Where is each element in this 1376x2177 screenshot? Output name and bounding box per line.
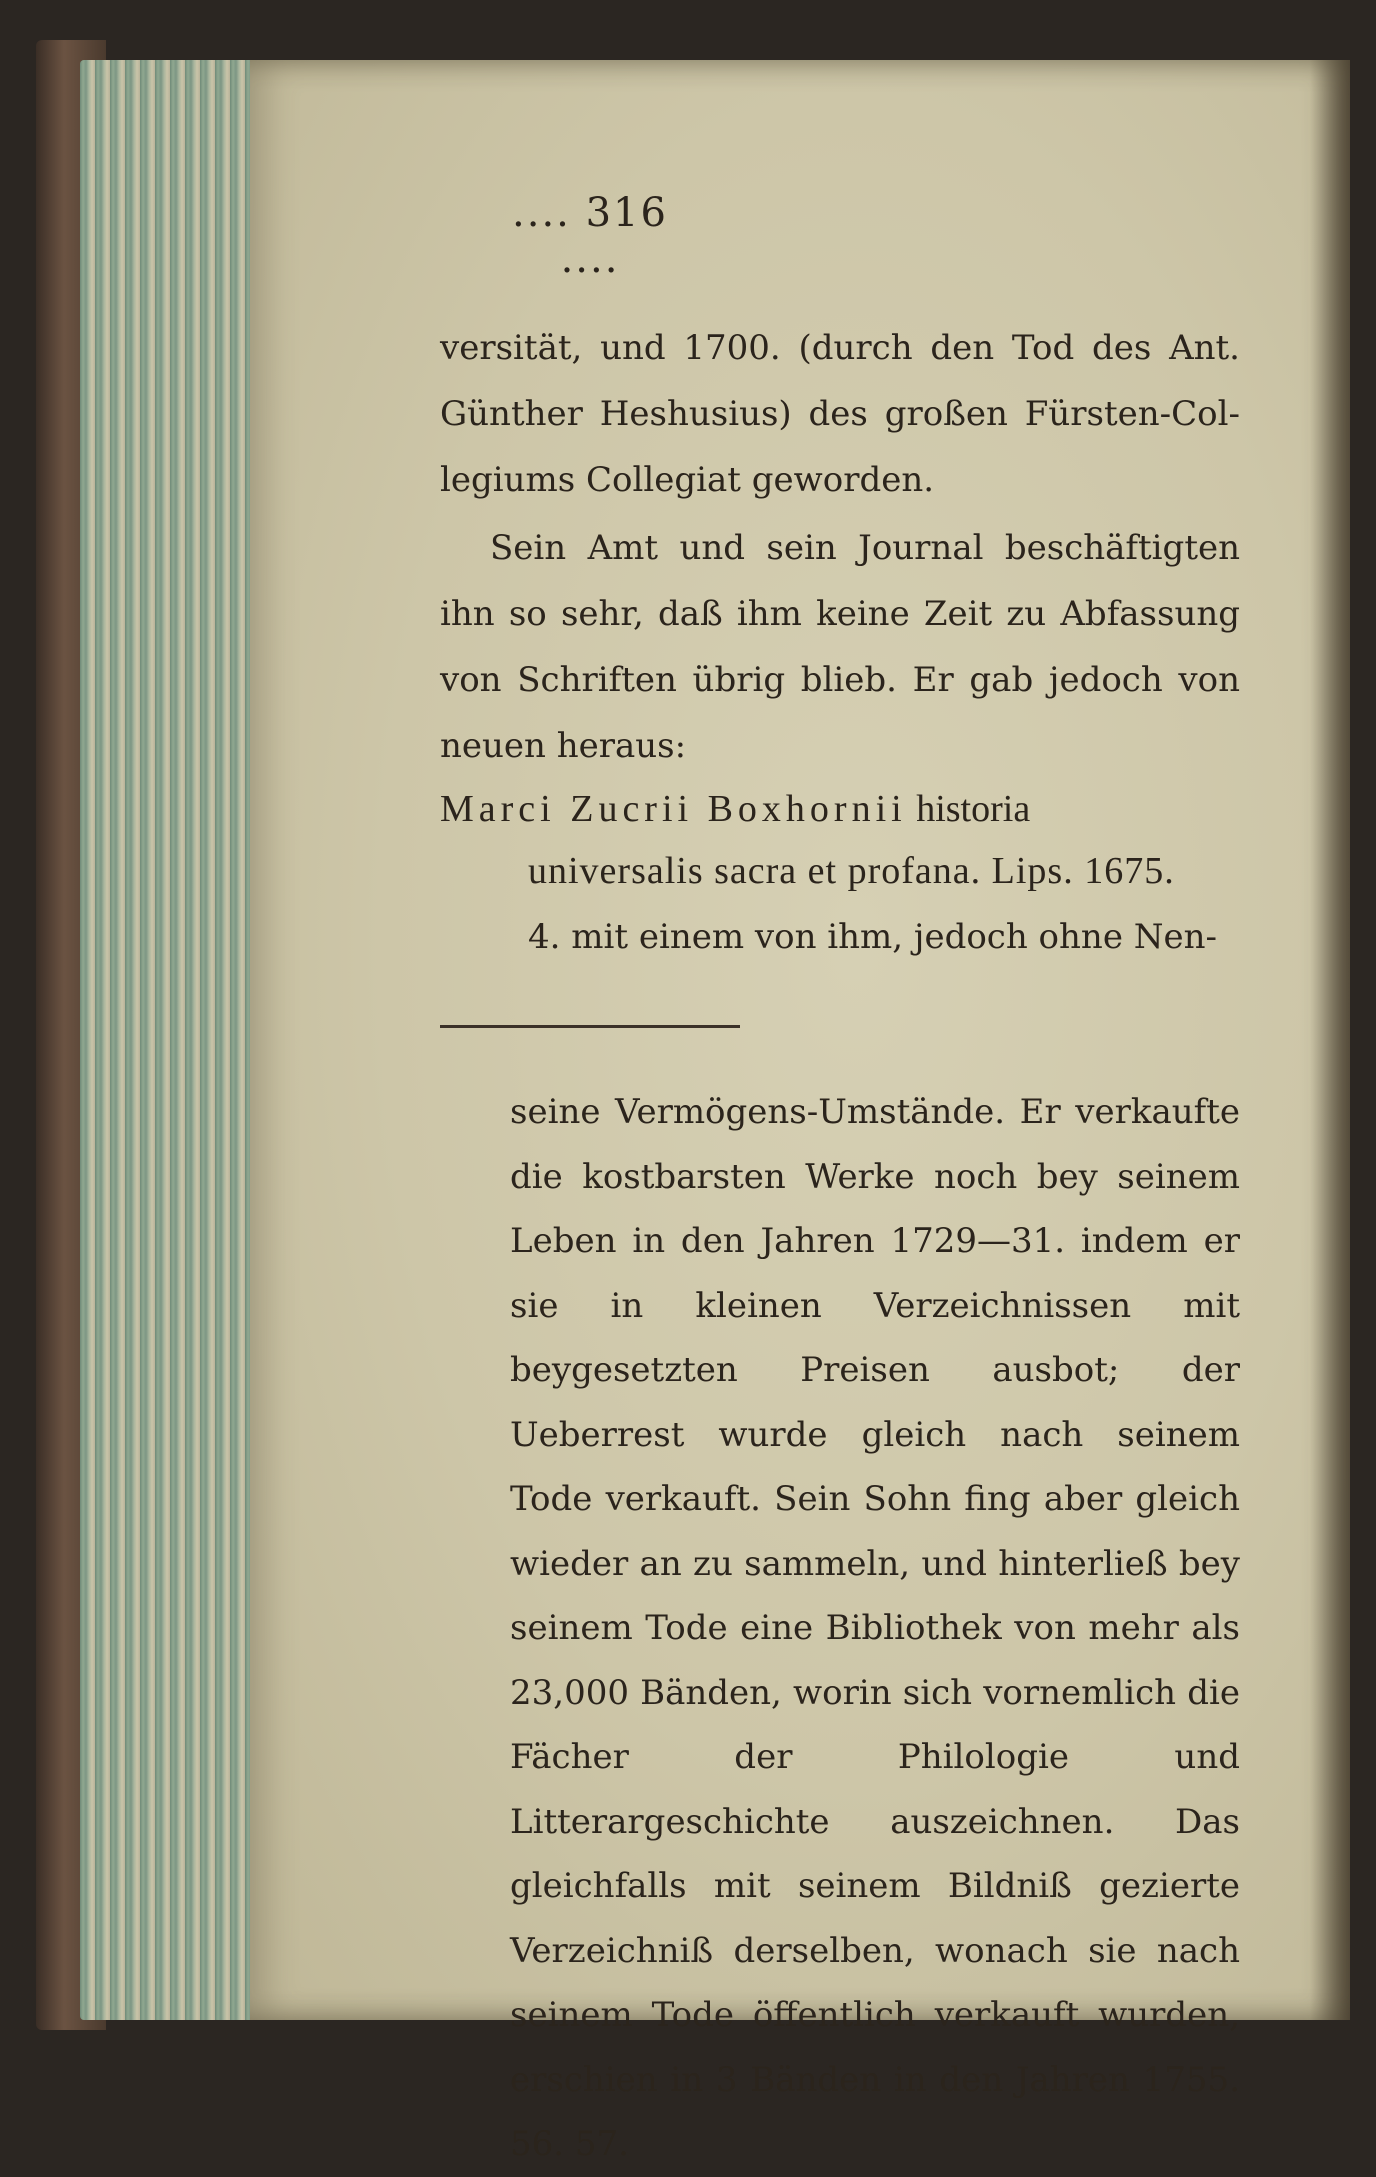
bibliography-continuation: 4. mit einem von ihm, jedoch ohne Nen- [528,917,1217,957]
paragraph-1: versität, und 1700. (durch den Tod des Ant. Günther Heshusius) des großen Fürsten-Col-legiums Collegiat geworden. [440,328,1240,500]
bibliography-entry [440,778,1240,902]
page-edges [80,60,270,2020]
page-gutter-shadow [1310,60,1350,2020]
bibliography-title-2: universalis sacra et profana. Lips. 1675. [528,850,1175,892]
paragraph-2: Sein Amt und sein Journal beschäftigten ihn so sehr, daß ihm keine Zeit zu Abfassung von Schriften übrig blieb. Er gab jedoch von neuen heraus: [440,528,1240,766]
bibliography-author: Marci Zucrii Boxhornii [440,788,907,830]
paragraph-3: seine Vermögens-Umstände. Er verkaufte die kostbarsten Werke noch bey seinem Leben in den Jahren 1729—31. indem er sie in kleinen Verzeichnissen mit beygesetzten Preisen ausbot; der Ueberrest wurde gleich nach seinem Tode verkauft. Sein Sohn fing aber gleich wieder an zu sammeln, und hinterließ bey seinem Tode eine Bibliothek von mehr als 23,000 Bänden, worin sich vornemlich die Fächer der Philologie und Litterargeschichte auszeichnen. Das gleichfalls mit seinem Bildniß gezierte Verzeichniß derselben, wonach sie nach seinem Tode öffentlich verkauft wurden, erschien in 3 Bänden in den Jahren 1755. 56. 57. [510,1092,1240,2164]
page-number: .... 316 .... [512,190,668,282]
section-rule [440,1025,740,1028]
bibliography-title-1: historia [916,788,1031,830]
